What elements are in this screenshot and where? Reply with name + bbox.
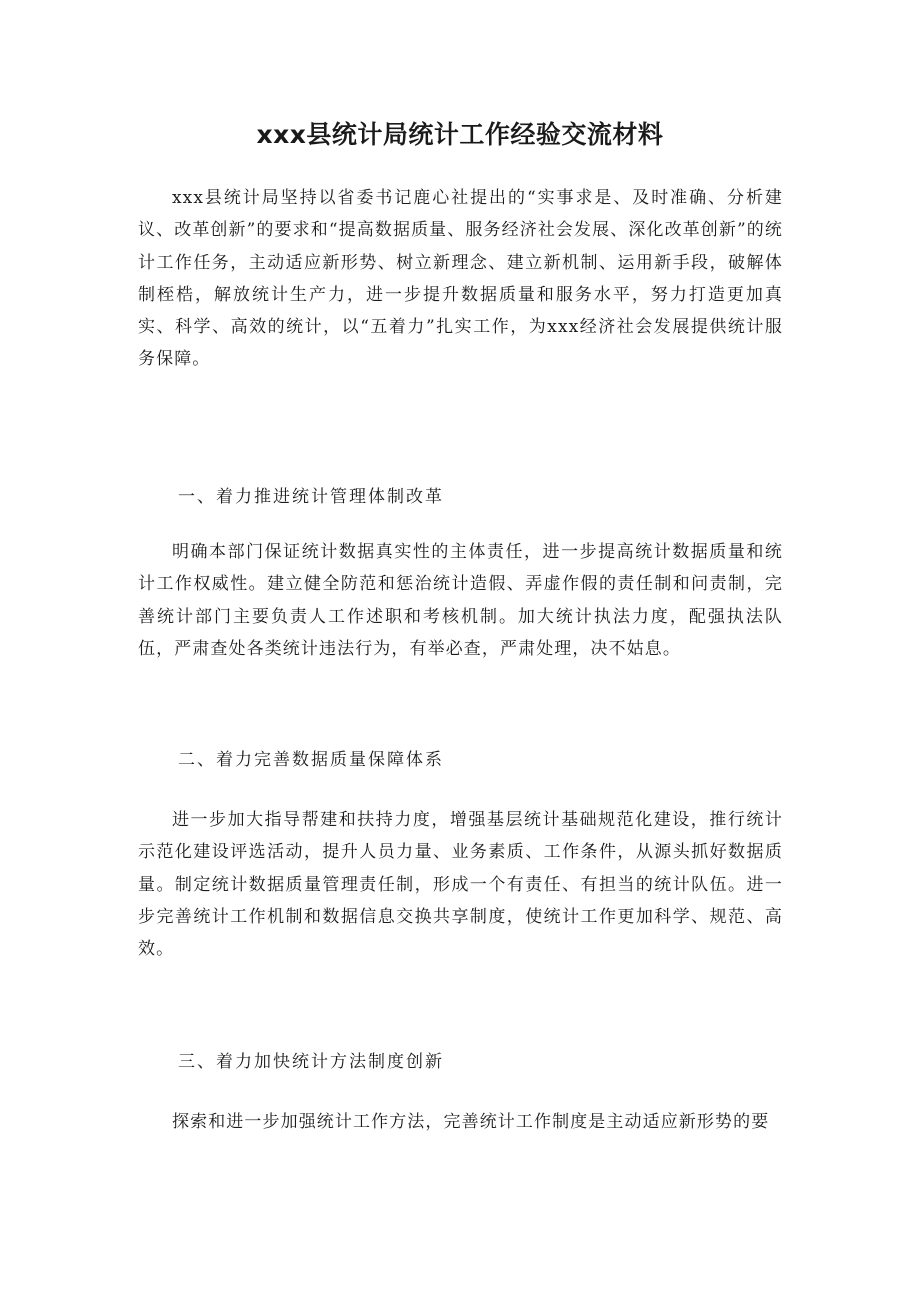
section-3-paragraph: 探索和进一步加强统计工作方法，完善统计工作制度是主动适应新形势的要	[172, 1112, 770, 1132]
section-1-paragraph: 明确本部门保证统计数据真实性的主体责任，进一步提高统计数据质量和统计工作权威性。建立健全防范和惩治统计造假、弄虚作假的责任制和问责制，完善统计部门主要负责人工作述职和考核机制。加大统计执法力度，配强执法队伍，严肃查处各类统计违法行为，有举必查，严肃处理，决不姑息。	[138, 542, 783, 659]
intro-paragraph: xxx县统计局坚持以省委书记鹿心社提出的“实事求是、及时准确、分析建议、改革创新”的要求和“提高数据质量、服务经济社会发展、深化改革创新”的统计工作任务，主动适应新形势、树立新理念、建立新机制、运用新手段，破解体制桎梏，解放统计生产力，进一步提升数据质量和服务水平，努力打造更加真实、科学、高效的统计，以“五着力”扎实工作，为xxx经济社会发展提供统计服务保障。	[138, 188, 783, 370]
document-title: xxx县统计局统计工作经验交流材料	[256, 120, 664, 149]
section-heading-3: 三、着力加快统计方法制度创新	[178, 1052, 444, 1072]
section-heading-2: 二、着力完善数据质量保障体系	[178, 750, 444, 770]
section-heading-1: 一、着力推进统计管理体制改革	[178, 487, 444, 507]
section-2-paragraph: 进一步加大指导帮建和扶持力度，增强基层统计基础规范化建设，推行统计示范化建设评选活动，提升人员力量、业务素质、工作条件，从源头抓好数据质量。制定统计数据质量管理责任制，形成一个有责任、有担当的统计队伍。进一步完善统计工作机制和数据信息交换共享制度，使统计工作更加科学、规范、高效。	[138, 810, 783, 960]
